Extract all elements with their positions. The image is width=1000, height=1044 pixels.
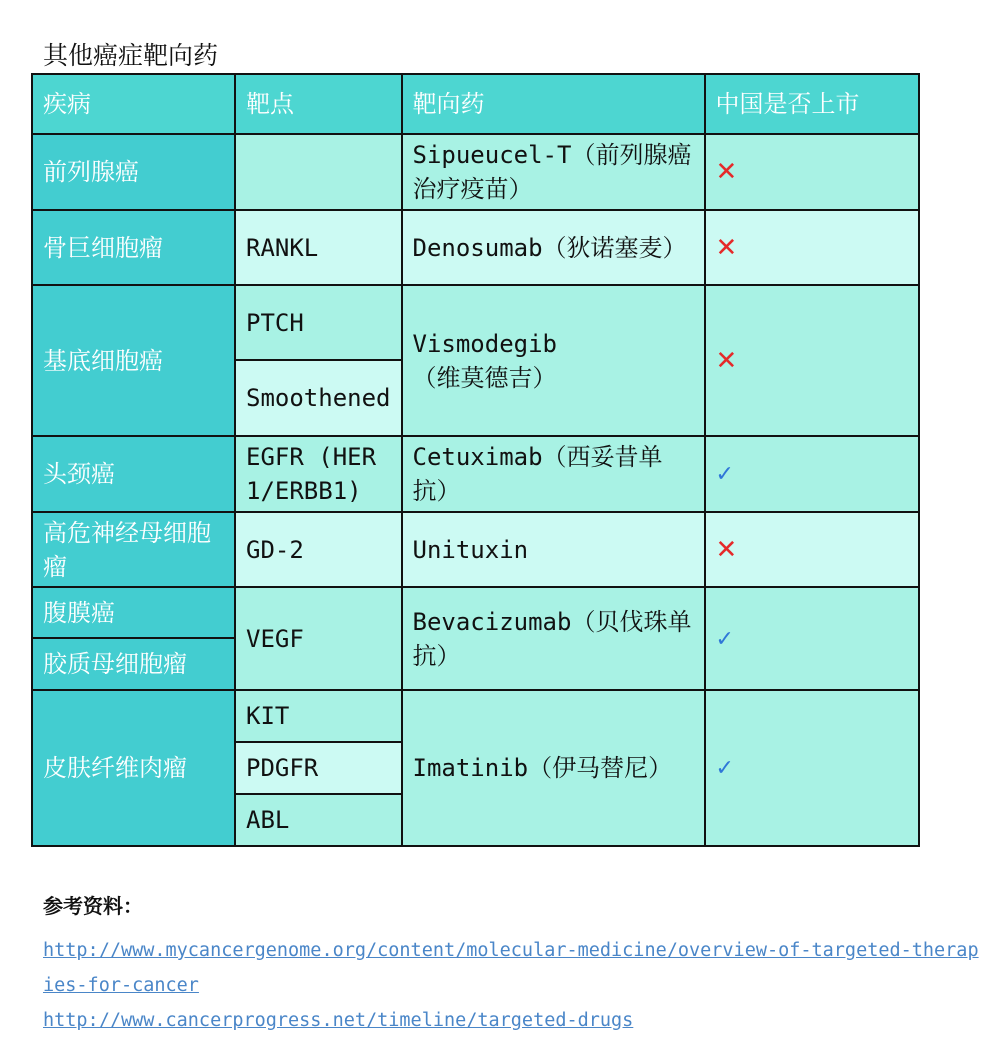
- target-cell: ABL: [235, 794, 402, 846]
- listed-cell: [705, 134, 919, 210]
- disease-cell: 基底细胞癌: [32, 285, 235, 436]
- drug-name-cn: （狄诺塞麦）: [542, 233, 687, 262]
- listed-cell: [705, 436, 919, 512]
- drug-cell: [402, 587, 705, 690]
- drug-cell: [402, 285, 705, 436]
- cross-icon: ✕: [715, 345, 738, 376]
- check-icon: ✓: [715, 626, 734, 652]
- disease-cell: 高危神经母细胞瘤: [32, 512, 235, 587]
- header-disease: 疾病: [32, 74, 235, 134]
- table-row: [32, 512, 919, 587]
- drug-name: Cetuximab: [412, 443, 543, 471]
- drug-name: Unituxin: [412, 535, 529, 564]
- target-cell: EGFR (HER1/ERBB1): [235, 436, 402, 512]
- disease-cell: 头颈癌: [32, 436, 235, 512]
- table-row: [32, 134, 919, 210]
- disease-cell: 前列腺癌: [32, 134, 235, 210]
- drug-cell: [402, 210, 705, 285]
- target-cell: PTCH: [235, 285, 402, 360]
- listed-cell: [705, 587, 919, 690]
- check-icon: ✓: [715, 462, 734, 487]
- target-cell: RANKL: [235, 210, 402, 285]
- table-header-row: [32, 74, 919, 134]
- target-cell: KIT: [235, 690, 402, 742]
- drug-cell: [402, 436, 705, 512]
- listed-cell: [705, 512, 919, 587]
- cross-icon: ✕: [715, 232, 738, 263]
- reference-link-cancerprogress[interactable]: http://www.cancerprogress.net/timeline/targeted-drugs: [43, 1010, 634, 1031]
- target-cell: [235, 134, 402, 210]
- references-section: [43, 890, 983, 1038]
- drug-name: Sipueucel-T: [412, 141, 572, 169]
- listed-cell: [705, 285, 919, 436]
- header-target: 靶点: [235, 74, 402, 134]
- cross-icon: ✕: [715, 534, 738, 565]
- drug-name: Denosumab: [412, 233, 543, 262]
- disease-cell: 骨巨细胞瘤: [32, 210, 235, 285]
- page-title: 其他癌症靶向药: [43, 41, 219, 70]
- drug-name-cn: （贝伐珠单抗）: [412, 607, 692, 670]
- target-cell: Smoothened: [235, 360, 402, 436]
- table-row: [32, 690, 919, 742]
- disease-cell: 皮肤纤维肉瘤: [32, 690, 235, 846]
- table-row: [32, 210, 919, 285]
- disease-cell: 胶质母细胞瘤: [32, 638, 235, 690]
- cross-icon: ✕: [715, 157, 738, 187]
- reference-link-mycancergenome[interactable]: http://www.mycancergenome.org/content/molecular-medicine/overview-of-targeted-therapies-for-cancer: [43, 940, 979, 996]
- disease-cell: 腹膜癌: [32, 587, 235, 638]
- drug-name-cn: （维莫德吉）: [412, 363, 557, 392]
- references-title: 参考资料：: [43, 894, 143, 918]
- check-icon: ✓: [715, 756, 734, 781]
- drug-name: Vismodegib: [412, 329, 557, 358]
- table-row: [32, 436, 919, 512]
- table-row: [32, 285, 919, 360]
- drug-name-cn: （伊马替尼）: [528, 754, 673, 782]
- listed-cell: [705, 210, 919, 285]
- table-row: [32, 587, 919, 638]
- header-drug: 靶向药: [402, 74, 705, 134]
- drug-name-cn: （西妥昔单抗）: [412, 443, 663, 505]
- target-cell: VEGF: [235, 587, 402, 690]
- drug-name: Bevacizumab: [412, 607, 572, 636]
- target-cell: PDGFR: [235, 742, 402, 794]
- drug-cell: [402, 512, 705, 587]
- drug-name-cn: （前列腺癌治疗疫苗）: [412, 141, 692, 203]
- drug-name: Imatinib: [412, 754, 529, 782]
- drug-cell: [402, 690, 705, 846]
- drug-cell: [402, 134, 705, 210]
- header-listed: 中国是否上市: [705, 74, 919, 134]
- targeted-drug-table: [31, 73, 920, 847]
- listed-cell: [705, 690, 919, 846]
- target-cell: GD-2: [235, 512, 402, 587]
